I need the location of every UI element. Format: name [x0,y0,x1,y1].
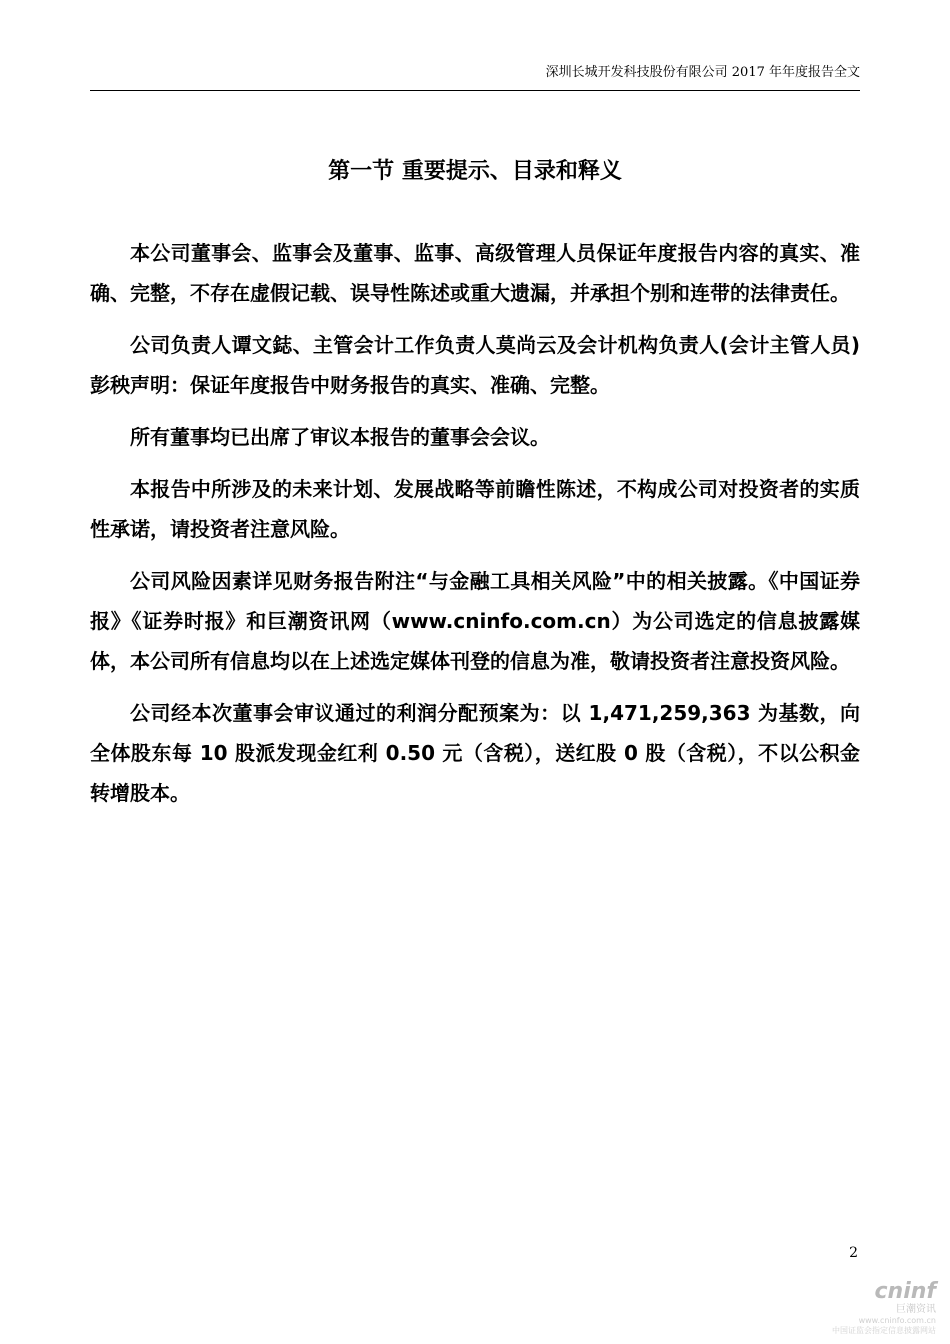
cninfo-watermark [816,1280,936,1336]
section-title: 第一节 重要提示、目录和释义 [328,159,622,184]
watermark-url: www.cninfo.com.cn [858,1316,936,1325]
watermark-tagline: 中国证监会指定信息披露网站 [832,1326,936,1335]
header-title: 深圳长城开发科技股份有限公司 2017 年年度报告全文 [545,65,860,80]
watermark-name: 巨潮资讯 [896,1304,936,1315]
paragraph-responsible-persons: 公司负责人谭文鋕、主管会计工作负责人莫尚云及会计机构负责人(会计主管人员)彭秧声明：保证年度报告中财务报告的真实、准确、完整。 [90,333,860,397]
paragraph-profit-distribution: 公司经本次董事会审议通过的利润分配预案为：以 1,471,259,363 为基数，向全体股东每 10 股派发现金红利 0.50 元（含税），送红股 0 股（含税），不以公积金转增股本。 [90,701,860,805]
paragraph-board-guarantee: 本公司董事会、监事会及董事、监事、高级管理人员保证年度报告内容的真实、准确、完整，不存在虚假记载、误导性陈述或重大遗漏，并承担个别和连带的法律责任。 [90,241,860,305]
paragraph-forward-looking: 本报告中所涉及的未来计划、发展战略等前瞻性陈述，不构成公司对投资者的实质性承诺，请投资者注意风险。 [90,477,860,541]
page-header [90,62,860,91]
document-body [90,233,860,825]
watermark-logo: cninf [874,1279,936,1304]
paragraph-risk-disclosure: 公司风险因素详见财务报告附注“与金融工具相关风险”中的相关披露。《中国证券报》《证券时报》和巨潮资讯网（www.cninfo.com.cn）为公司选定的信息披露媒体，本公司所有信息均以在上述选定媒体刊登的信息为准，敬请投资者注意投资风险。 [90,569,860,673]
paragraph-attendance: 所有董事均已出席了审议本报告的董事会会议。 [130,425,550,449]
page-number: 2 [849,1245,858,1261]
